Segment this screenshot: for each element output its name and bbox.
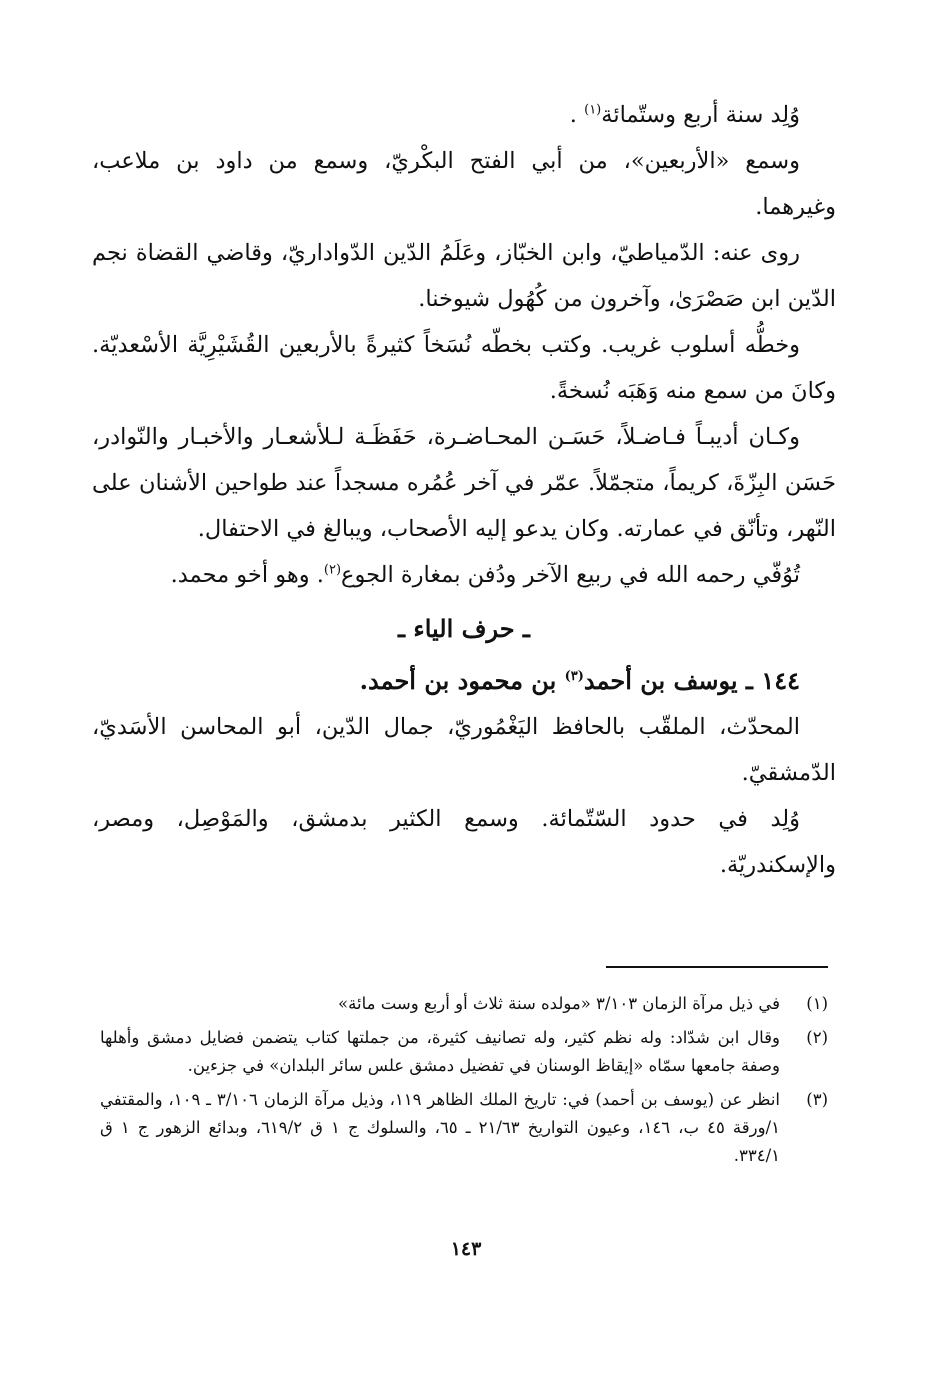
footnote-ref-1[interactable]: (١) xyxy=(584,102,602,118)
footnote-3 xyxy=(100,1086,828,1170)
footnote-ref-2[interactable]: (٢) xyxy=(323,562,342,578)
footnote-text: في ذيل مرآة الزمان ٣/١٠٣ «مولده سنة ثلاث أو أربع وست مائة» xyxy=(338,994,780,1013)
entry-heading: ١٤٤ ـ يوسف بن أحمد$^{(٣)}$ بن محمود بن أحمد. xyxy=(359,666,800,695)
section-heading: ـ حرف الياء ـ xyxy=(398,614,530,643)
footnote-divider xyxy=(606,966,828,968)
footnote-ref-3[interactable]: (٣) xyxy=(564,669,584,684)
footnote-number: (٣) xyxy=(806,1090,828,1109)
paragraph-titles: المحدّث، الملقّب بالحافظ اليَغْمُوريّ، جمال الدّين، أبو المحاسن الأسَديّ، الدّمشقيّ. xyxy=(92,714,836,786)
paragraph-hearing: وسمع «الأربعين»، من أبي الفتح البكْريّ، وسمع من داود بن ملاعب، وغيرهما. xyxy=(92,148,836,220)
footnote-number: (٢) xyxy=(806,1028,828,1047)
footnote-text: وقال ابن شدّاد: وله نظم كثير، وله تصانيف كثيرة، من جملتها كتاب يتضمن فضايل دمشق وأهلها وصفة جامعها سمّاه «إيقاظ الوسنان في تفضيل دمشق علس سائر البلدان» في جزءين. xyxy=(100,1028,780,1075)
footnote-1 xyxy=(100,990,828,1018)
paragraph-birth-2: وُلِد في حدود السّتّمائة. وسمع الكثير بدمشق، والمَوْصِل، ومصر، والإسكندريّة. xyxy=(92,806,836,878)
page-number: ١٤٣ xyxy=(450,1238,482,1260)
footnote-number: (١) xyxy=(806,994,828,1013)
paragraph-handwriting: وخطُّه أسلوب غريب. وكتب بخطّه نُسَخاً كثيرةً بالأربعين القُشَيْرِيَّة الأسْعديّة. وكانَ من سمع منه وَهَبَه نُسخةً. xyxy=(92,332,836,404)
paragraph-birth: وُلِد سنة أربع وستّمائة$^{(١)}$ . xyxy=(569,102,800,128)
paragraph-narrators: روى عنه: الدّمياطيّ، وابن الخبّاز، وعَلَمُ الدّين الدّواداريّ، وقاضي القضاة نجم الدّين ابن صَصْرَىٰ، وآخرون من كُهُول شيوخنا. xyxy=(92,240,836,312)
main-text xyxy=(92,92,836,888)
paragraph-death: تُوُفّي رحمه الله في ربيع الآخر ودُفن بمغارة الجوع$^{(٢)}$. وهو أخو محمد. xyxy=(170,562,800,588)
footnote-text: انظر عن (يوسف بن أحمد) في: تاريخ الملك الظاهر ١١٩، وذيل مرآة الزمان ٣/١٠٦ ـ ١٠٩، والمقتفي ١/ورقة ٤٥ ب، ١٤٦، وعيون التواريخ ٢١/٦٣ ـ ٦٥، والسلوك ج ١ ق ٦١٩/٢، وبدائع الزهور ج ١ ق ٣٣٤/١. xyxy=(100,1090,780,1165)
footnotes-section xyxy=(100,990,828,1176)
paragraph-character: وكـان أديبـاً فـاضـلاً، حَسَـن المحـاضـرة، حَفَظَـة لـلأشعـار والأخبـار والنّوادر، حَسَن البِزّةَ، كريماً، متجمّلاً. عمّر في آخر عُمُره مسجداً عند طواحين الأشنان على النّهر، وتأنّق في عمارته. وكان يدعو إليه الأصحاب، ويبالغ في الاحتفال. xyxy=(92,424,836,542)
footnote-2 xyxy=(100,1024,828,1080)
